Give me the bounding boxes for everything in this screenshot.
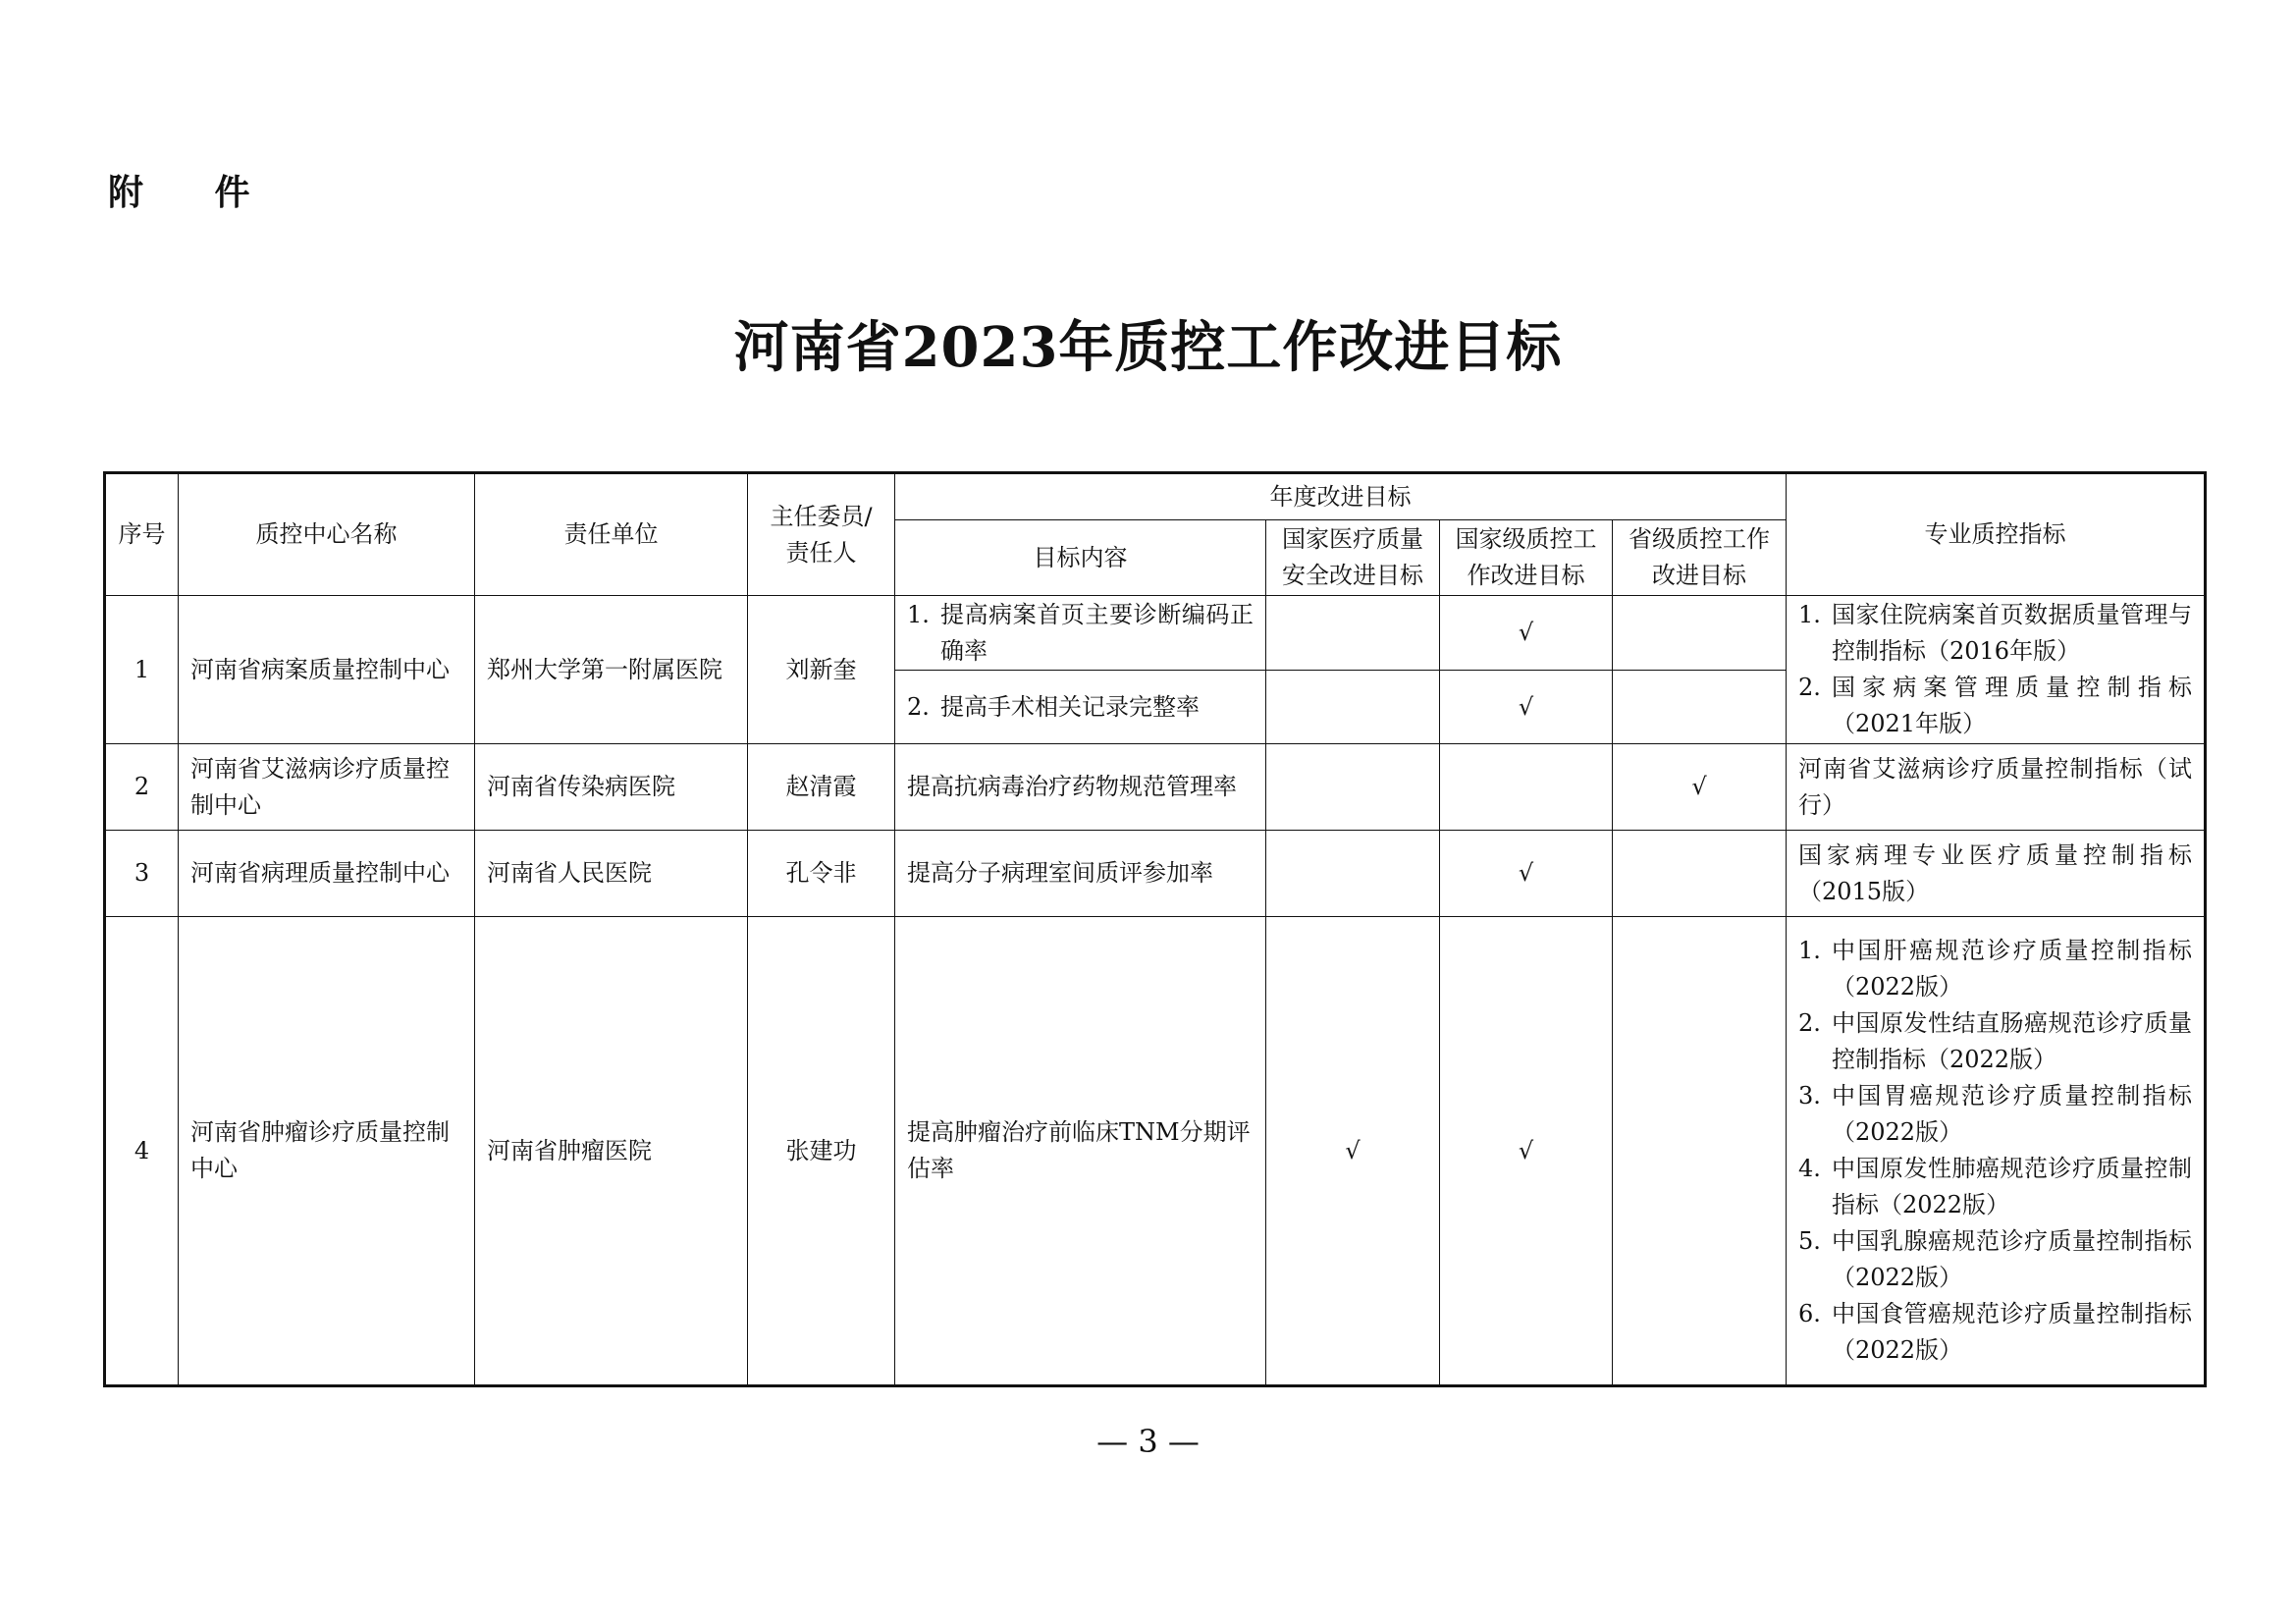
- check-national-safety: [1266, 831, 1440, 917]
- check-national-safety: [1266, 596, 1440, 671]
- list-number: 5.: [1798, 1227, 1821, 1255]
- quality-control-table: [103, 471, 2207, 1387]
- header-national-qc: 国家级质控工作改进目标: [1440, 520, 1613, 596]
- check-national-safety: [1266, 744, 1440, 831]
- list-number: 2.: [1798, 1009, 1821, 1037]
- header-index: 序号: [105, 473, 179, 596]
- indicator-text: 中国乳腺癌规范诊疗质量控制指标（2022版）: [1832, 1227, 2192, 1291]
- row-unit: 郑州大学第一附属医院: [475, 596, 748, 744]
- check-national-qc: √: [1440, 831, 1613, 917]
- row-center-name: 河南省病理质量控制中心: [179, 831, 475, 917]
- check-provincial-qc: [1613, 596, 1787, 671]
- attachment-label: 附 件: [108, 173, 280, 213]
- list-number: 1.: [907, 600, 930, 628]
- header-indicators: 专业质控指标: [1787, 473, 2206, 596]
- row-center-name: 河南省肿瘤诊疗质量控制中心: [179, 917, 475, 1386]
- header-national-safety: 国家医疗质量安全改进目标: [1266, 520, 1440, 596]
- row-indicators: [1787, 917, 2206, 1386]
- header-provincial-qc: 省级质控工作改进目标: [1613, 520, 1787, 596]
- table-row: [105, 744, 2206, 831]
- row-index: 1: [105, 596, 179, 744]
- check-provincial-qc: [1613, 671, 1787, 744]
- header-unit: 责任单位: [475, 473, 748, 596]
- list-number: 1.: [1798, 937, 1821, 964]
- goal-text: 提高病案首页主要诊断编码正确率: [940, 600, 1254, 665]
- list-number: 1.: [1798, 601, 1821, 628]
- row-director: 张建功: [748, 917, 895, 1386]
- row-director: 刘新奎: [748, 596, 895, 744]
- list-number: 2.: [907, 692, 930, 721]
- row-indicators: [1787, 596, 2206, 744]
- check-provincial-qc: √: [1613, 744, 1787, 831]
- header-annual-goal: 年度改进目标: [895, 473, 1787, 520]
- row-index: 3: [105, 831, 179, 917]
- row-unit: 河南省人民医院: [475, 831, 748, 917]
- list-number: 3.: [1798, 1082, 1821, 1110]
- row-center-name: 河南省病案质量控制中心: [179, 596, 475, 744]
- row-index: 4: [105, 917, 179, 1386]
- list-number: 4.: [1798, 1155, 1821, 1182]
- row-director: 孔令非: [748, 831, 895, 917]
- indicator-text: 国家病案管理质量控制指标（2021年版）: [1832, 674, 2192, 737]
- row-goal: [895, 596, 1266, 671]
- row-indicator: 河南省艾滋病诊疗质量控制指标（试行）: [1787, 744, 2206, 831]
- check-national-qc: √: [1440, 917, 1613, 1386]
- indicator-text: 中国胃癌规范诊疗质量控制指标（2022版）: [1832, 1082, 2192, 1146]
- check-provincial-qc: [1613, 917, 1787, 1386]
- table-row: [105, 596, 2206, 671]
- check-national-safety: √: [1266, 917, 1440, 1386]
- indicator-text: 中国原发性肺癌规范诊疗质量控制指标（2022版）: [1832, 1155, 2192, 1218]
- indicator-text: 国家住院病案首页数据质量管理与控制指标（2016年版）: [1832, 601, 2192, 665]
- indicator-text: 中国原发性结直肠癌规范诊疗质量控制指标（2022版）: [1832, 1009, 2192, 1073]
- table-row: [105, 917, 2206, 1386]
- row-center-name: 河南省艾滋病诊疗质量控制中心: [179, 744, 475, 831]
- row-goal: 提高分子病理室间质评参加率: [895, 831, 1266, 917]
- indicator-text: 中国肝癌规范诊疗质量控制指标（2022版）: [1832, 937, 2192, 1001]
- check-national-qc: [1440, 744, 1613, 831]
- row-director: 赵清霞: [748, 744, 895, 831]
- page-number: — 3 —: [1096, 1423, 1200, 1460]
- header-director: 主任委员/责任人: [748, 473, 895, 596]
- row-indicator: 国家病理专业医疗质量控制指标（2015版）: [1787, 831, 2206, 917]
- check-national-safety: [1266, 671, 1440, 744]
- check-national-qc: √: [1440, 671, 1613, 744]
- indicator-text: 中国食管癌规范诊疗质量控制指标（2022版）: [1832, 1300, 2192, 1364]
- row-goal: 提高抗病毒治疗药物规范管理率: [895, 744, 1266, 831]
- list-number: 6.: [1798, 1300, 1821, 1327]
- row-unit: 河南省肿瘤医院: [475, 917, 748, 1386]
- row-unit: 河南省传染病医院: [475, 744, 748, 831]
- row-index: 2: [105, 744, 179, 831]
- goal-text: 提高手术相关记录完整率: [940, 692, 1200, 721]
- header-center-name: 质控中心名称: [179, 473, 475, 596]
- header-goal-content: 目标内容: [895, 520, 1266, 596]
- table-row: [105, 831, 2206, 917]
- row-goal: [895, 671, 1266, 744]
- row-goal: 提高肿瘤治疗前临床TNM分期评估率: [895, 917, 1266, 1386]
- check-national-qc: √: [1440, 596, 1613, 671]
- list-number: 2.: [1798, 674, 1821, 701]
- check-provincial-qc: [1613, 831, 1787, 917]
- document-title: 河南省2023年质控工作改进目标: [733, 315, 1563, 380]
